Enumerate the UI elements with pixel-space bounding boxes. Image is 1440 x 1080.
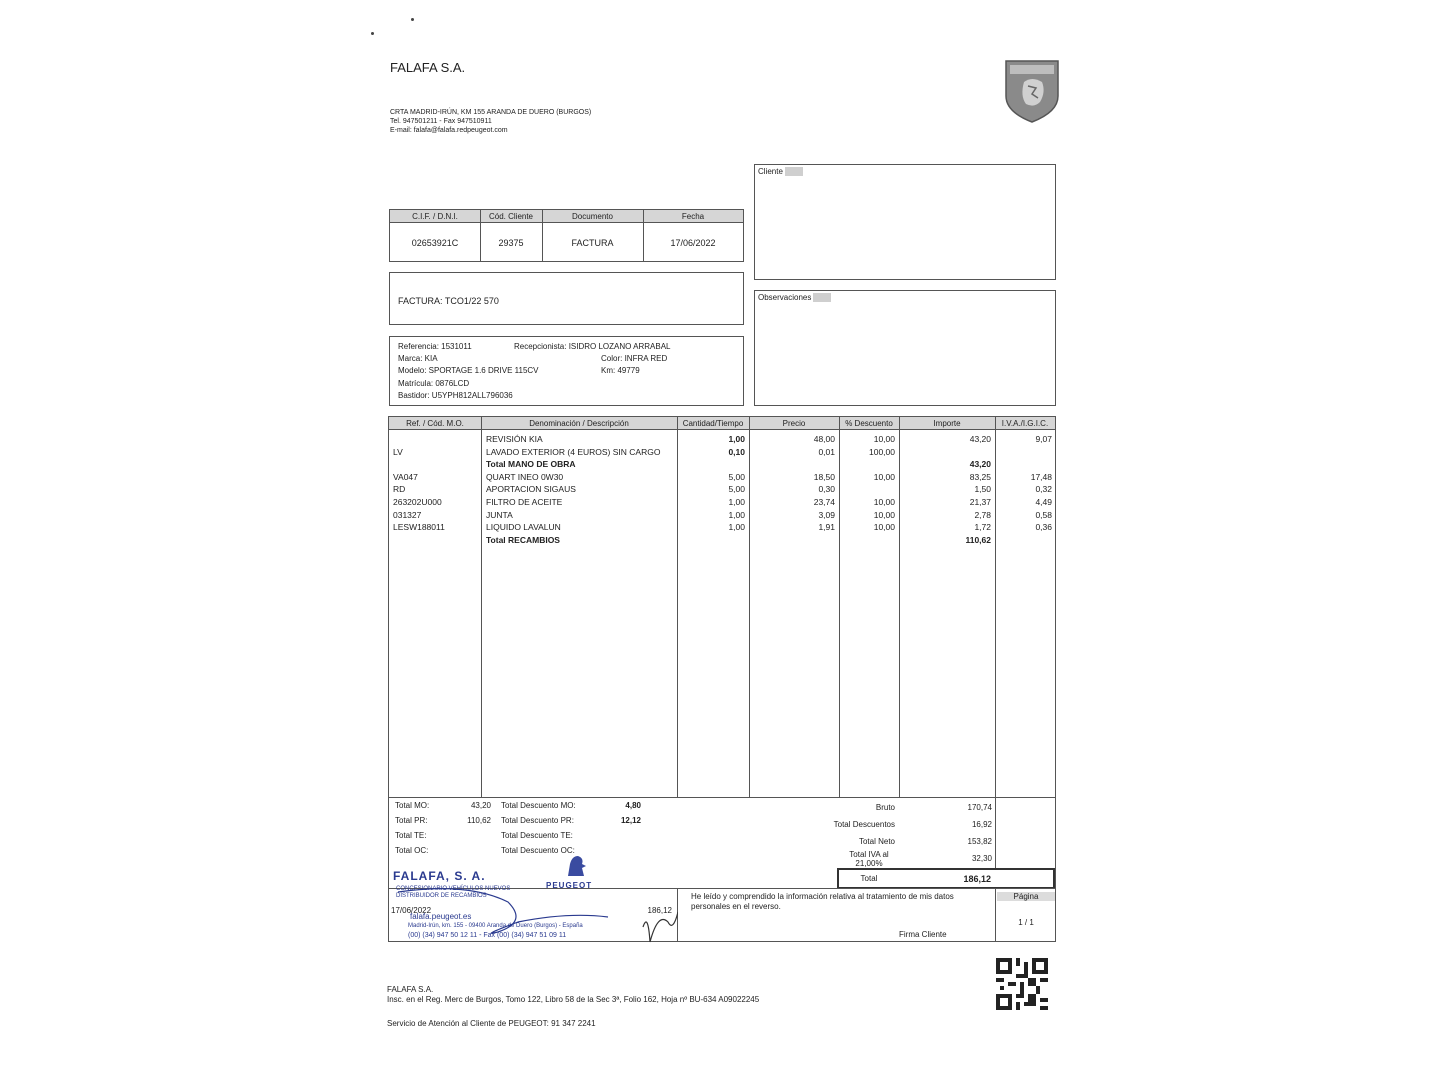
cell-desc: FILTRO DE ACEITE — [486, 497, 563, 507]
color: Color: INFRA RED — [601, 354, 668, 363]
descuentos-label: Total Descuentos — [833, 820, 895, 829]
table-row — [389, 535, 1055, 547]
pagina-value: 1 / 1 — [1018, 918, 1034, 927]
cell-amount: 2,78 — [974, 509, 991, 520]
cell-amount: 43,20 — [969, 434, 991, 444]
cell-desc: Total MANO DE OBRA — [486, 459, 576, 470]
client-code-value: 29375 — [498, 238, 524, 248]
cell-disc: 10,00 — [873, 497, 895, 507]
document-info-table — [389, 209, 744, 262]
cell-price: 0,30 — [818, 484, 835, 495]
total-label: Total — [860, 874, 878, 883]
cell-desc: APORTACION SIGAUS — [486, 484, 576, 495]
date-value: 17/06/2022 — [670, 238, 716, 248]
cell-vat: 0,58 — [1035, 509, 1052, 520]
cell-desc: JUNTA — [486, 509, 513, 520]
qr-code-icon — [996, 958, 1048, 1010]
totals-label: Total OC: — [395, 846, 429, 855]
cell-vat: 17,48 — [1030, 471, 1052, 482]
invoice-number-box — [389, 272, 744, 325]
stamp-name: FALAFA, S. A. — [393, 869, 486, 883]
totals-label: Total TE: — [395, 831, 427, 840]
col-header-discount: % Descuento — [845, 419, 893, 428]
col-header-ref: Ref. / Cód. M.O. — [406, 419, 464, 428]
cell-qty: 1,00 — [728, 434, 745, 444]
cell-qty: 5,00 — [728, 471, 745, 482]
cell-disc: 100,00 — [869, 446, 895, 457]
cell-amount: 21,37 — [969, 497, 991, 507]
cell-qty: 1,00 — [728, 497, 745, 507]
cell-desc: LAVADO EXTERIOR (4 EUROS) SIN CARGO — [486, 446, 661, 457]
matricula: Matrícula: 0876LCD — [398, 379, 470, 388]
pagina-label: Página — [997, 892, 1055, 901]
cell-amount: 110,62 — [965, 534, 991, 545]
recepcionista: Recepcionista: ISIDRO LOZANO ARRABAL — [514, 342, 671, 351]
kilometers: Km: 49779 — [601, 366, 640, 375]
cell-ref: 263202U000 — [393, 497, 442, 507]
cell-ref: VA047 — [393, 471, 418, 482]
cell-price: 1,91 — [818, 522, 835, 533]
cell-price: 3,09 — [818, 509, 835, 520]
peugeot-logo-icon — [1002, 58, 1062, 124]
line-items-table — [388, 416, 1056, 798]
bastidor: Bastidor: U5YPH812ALL796036 — [398, 391, 513, 400]
marca: Marca: KIA — [398, 354, 438, 363]
cell-amount: 1,50 — [974, 484, 991, 495]
company-address: CRTA MADRID-IRÚN, KM 155 ARANDA DE DUERO (BURGOS) — [390, 109, 592, 116]
cell-disc: 10,00 — [873, 522, 895, 533]
stamp-brand: PEUGEOT — [546, 881, 593, 890]
totals-disc-value: 12,12 — [620, 816, 641, 825]
table-row — [389, 497, 1055, 509]
observations-box — [754, 290, 1056, 406]
cell-ref: 031327 — [393, 509, 422, 520]
table-row — [389, 510, 1055, 522]
totals-label: Total PR: — [395, 816, 428, 825]
table-row — [389, 472, 1055, 484]
bruto-value: 170,74 — [967, 803, 992, 812]
company-stamp — [388, 862, 678, 944]
footer-registry: Insc. en el Reg. Merc de Burgos, Tomo 122, Libro 58 de la Sec 3ª, Folio 162, Hoja nº BU-634 A09022245 — [387, 995, 760, 1004]
stamp-address: Madrid-Irún, km. 155 - 09400 Aranda de Duero (Burgos) - España — [408, 923, 583, 929]
table-row — [389, 459, 1055, 471]
cif-value: 02653921C — [411, 238, 459, 248]
col-header-desc: Denominación / Descripción — [529, 419, 629, 428]
cell-price: 23,74 — [813, 497, 835, 507]
cell-ref: LESW188011 — [393, 522, 445, 533]
neto-value: 153,82 — [967, 837, 992, 846]
cell-vat: 4,49 — [1035, 497, 1052, 507]
cell-ref: RD — [393, 484, 406, 495]
cell-vat: 9,07 — [1035, 434, 1052, 444]
bruto-label: Bruto — [875, 803, 895, 812]
neto-label: Total Neto — [858, 837, 895, 846]
cell-desc: REVISIÓN KIA — [486, 434, 543, 444]
date-header: Fecha — [681, 212, 705, 221]
col-header-price: Precio — [782, 419, 806, 428]
company-phone: Tel. 947501211 - Fax 947510911 — [390, 118, 492, 125]
company-email: E-mail: falafa@falafa.redpeugeot.com — [390, 127, 508, 134]
cell-desc: Total RECAMBIOS — [486, 534, 560, 545]
totals-disc-label: Total Descuento MO: — [501, 801, 576, 810]
modelo: Modelo: SPORTAGE 1.6 DRIVE 115CV — [398, 366, 539, 375]
totals-disc-label: Total Descuento OC: — [501, 846, 575, 855]
scan-mark — [371, 32, 374, 35]
col-header-qty: Cantidad/Tiempo — [682, 419, 744, 428]
iva-value: 32,30 — [971, 854, 992, 863]
totals-disc-label: Total Descuento TE: — [501, 831, 573, 840]
client-label: Cliente — [758, 167, 783, 176]
cell-desc: QUART INEO 0W30 — [486, 471, 564, 482]
footer-company: FALAFA S.A. — [387, 985, 434, 994]
cell-price: 0,01 — [818, 446, 835, 457]
stamp-line1: CONCESIONARIO VEHÍCULOS NUEVOS — [396, 886, 511, 892]
document-value: FACTURA — [571, 238, 614, 248]
cell-desc: LIQUIDO LAVALUN — [486, 522, 561, 533]
cell-amount: 43,20 — [969, 459, 991, 470]
privacy-text: He leído y comprendido la información relativa al tratamiento de mis datos personales en el reverso. — [691, 892, 954, 911]
cell-qty: 5,00 — [728, 484, 745, 495]
table-row — [389, 522, 1055, 534]
stamp-date: 17/06/2022 — [391, 906, 432, 915]
totals-label: Total MO: — [395, 801, 430, 810]
col-header-vat: I.V.A./I.G.I.C. — [1001, 419, 1049, 428]
col-header-amount: Importe — [933, 419, 961, 428]
client-code-header: Cód. Cliente — [488, 212, 534, 221]
cif-header: C.I.F. / D.N.I. — [412, 212, 458, 221]
totals-disc-label: Total Descuento PR: — [501, 816, 574, 825]
iva-label: Total IVA al 21,00% — [849, 850, 889, 868]
cell-qty: 1,00 — [728, 522, 745, 533]
table-row — [389, 447, 1055, 459]
document-header: Documento — [572, 212, 613, 221]
cell-qty: 0,10 — [728, 446, 745, 457]
cell-disc: 10,00 — [873, 434, 895, 444]
stamp-tel: (00) (34) 947 50 12 11 - Fax (00) (34) 947 51 09 11 — [408, 932, 567, 939]
cell-amount: 83,25 — [969, 471, 991, 482]
table-row — [389, 434, 1055, 446]
stamp-web: falafa.peugeot.es — [410, 912, 472, 921]
totals-value: 43,20 — [470, 801, 491, 810]
invoice-number: FACTURA: TCO1/22 570 — [398, 296, 499, 306]
cell-disc: 10,00 — [873, 471, 895, 482]
cell-vat: 0,36 — [1035, 522, 1052, 533]
totals-value: 110,62 — [467, 816, 491, 825]
stamp-amount: 186,12 — [647, 906, 672, 915]
stamp-line2: DISTRIBUIDOR DE RECAMBIOS — [396, 893, 487, 899]
observations-label: Observaciones — [758, 293, 812, 302]
footer-service: Servicio de Atención al Cliente de PEUGEOT: 91 347 2241 — [387, 1019, 596, 1028]
cell-price: 48,00 — [813, 434, 835, 444]
cell-ref: LV — [393, 446, 403, 457]
vehicle-info-box — [389, 336, 744, 406]
cell-disc: 10,00 — [873, 509, 895, 520]
cell-vat: 0,32 — [1035, 484, 1052, 495]
scan-mark — [411, 18, 414, 21]
total-value: 186,12 — [963, 874, 991, 884]
firma-label: Firma Cliente — [899, 930, 947, 939]
company-name: FALAFA S.A. — [390, 60, 466, 75]
descuentos-value: 16,92 — [971, 820, 992, 829]
totals-disc-value: 4,80 — [625, 801, 641, 810]
referencia: Referencia: 1531011 — [398, 342, 472, 351]
table-row — [389, 484, 1055, 496]
cell-qty: 1,00 — [728, 509, 745, 520]
cell-price: 18,50 — [813, 471, 835, 482]
cell-amount: 1,72 — [974, 522, 991, 533]
client-box — [754, 164, 1056, 280]
